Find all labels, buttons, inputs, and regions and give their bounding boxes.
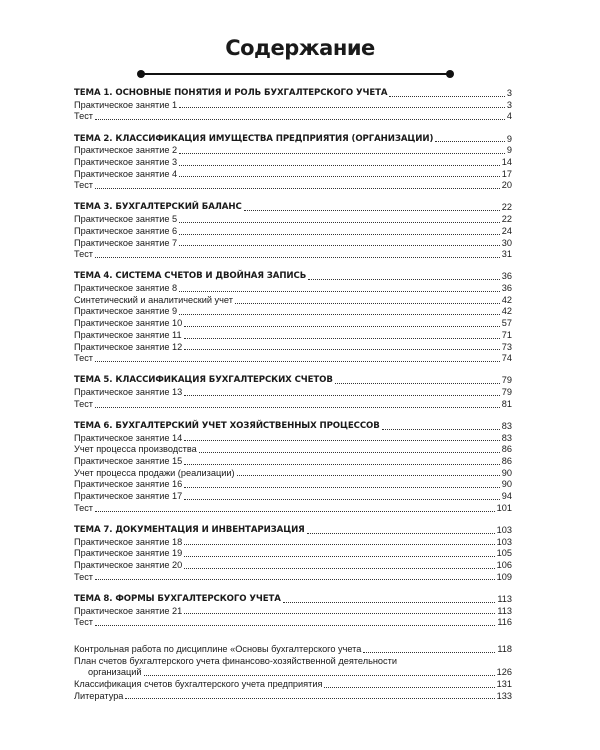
dot-leader: [244, 210, 500, 211]
toc-entry[interactable]: [74, 468, 512, 480]
toc-entry[interactable]: [74, 503, 512, 515]
divider-line: [142, 73, 449, 75]
dot-leader: [389, 96, 504, 97]
toc-entry-title: Практическое занятие 12: [74, 341, 183, 352]
section-gap: [74, 261, 512, 272]
toc-entry-title: ТЕМА 7. ДОКУМЕНТАЦИЯ И ИНВЕНТАРИЗАЦИЯ: [74, 524, 305, 535]
dot-leader: [184, 556, 494, 557]
toc-entry-title: Практическое занятие 15: [74, 456, 183, 467]
toc-entry[interactable]: [74, 444, 512, 456]
toc-entry[interactable]: [74, 307, 512, 319]
dot-leader: [184, 338, 500, 339]
toc-page-number: 4: [506, 111, 512, 122]
toc-page-number: 90: [501, 479, 512, 490]
toc-topic-heading[interactable]: [74, 594, 512, 606]
toc-entry-title: ТЕМА 5. КЛАССИФИКАЦИЯ БУХГАЛТЕРСКИХ СЧЕТОВ: [74, 375, 333, 386]
toc-entry-title: Тест: [74, 617, 94, 628]
toc-entry[interactable]: [74, 456, 512, 468]
toc-entry[interactable]: [74, 667, 512, 679]
toc-entry-title: Практическое занятие 18: [74, 536, 183, 547]
toc-page-number: 109: [496, 571, 512, 582]
toc-entry-title: Контрольная работа по дисциплине «Основы бухгалтерского учета: [74, 643, 362, 654]
toc-page-number: 126: [496, 667, 512, 678]
toc-entry[interactable]: [74, 214, 512, 226]
toc-entry-title: Тест: [74, 180, 94, 191]
dot-leader: [283, 602, 496, 603]
dot-leader: [184, 499, 500, 500]
dot-leader: [95, 407, 500, 408]
dot-leader: [95, 361, 500, 362]
toc-page-number: 31: [501, 249, 512, 260]
toc-entry-title: ТЕМА 2. КЛАССИФИКАЦИЯ ИМУЩЕСТВА ПРЕДПРИЯТИЯ (ОРГАНИЗАЦИИ): [74, 133, 434, 144]
dot-leader: [184, 568, 494, 569]
toc-entry[interactable]: [74, 617, 512, 629]
toc-page-number: 118: [497, 643, 512, 654]
toc-page-number: 42: [501, 306, 512, 317]
toc-entry-title: Практическое занятие 4: [74, 168, 178, 179]
title-divider: [137, 68, 454, 80]
dot-leader: [95, 188, 500, 189]
toc-topic-heading[interactable]: [74, 88, 512, 100]
toc-entry[interactable]: [74, 606, 512, 618]
dot-leader: [435, 141, 505, 142]
dot-leader: [179, 153, 505, 154]
toc-entry[interactable]: [74, 283, 512, 295]
toc-entry-title: Практическое занятие 7: [74, 237, 178, 248]
toc-page-number: 101: [496, 502, 512, 513]
toc-entry[interactable]: [74, 342, 512, 354]
toc-page-number: 116: [497, 617, 512, 628]
toc-entry[interactable]: [74, 433, 512, 445]
dot-leader: [95, 511, 495, 512]
dot-leader: [95, 625, 495, 626]
section-gap: [74, 515, 512, 526]
toc-entry-title: ТЕМА 1. ОСНОВНЫЕ ПОНЯТИЯ И РОЛЬ БУХГАЛТЕРСКОГО УЧЕТА: [74, 87, 388, 98]
dot-leader: [363, 652, 495, 653]
toc-entry-title: Тест: [74, 111, 94, 122]
toc-page-number: 133: [496, 690, 512, 701]
toc-entry[interactable]: [74, 111, 512, 123]
toc-entry-title: Тест: [74, 571, 94, 582]
toc-entry[interactable]: [74, 100, 512, 112]
toc-entry[interactable]: [74, 656, 512, 668]
toc-page-number: 57: [501, 318, 512, 329]
toc-entry-title: Тест: [74, 502, 94, 513]
toc-entry-title: Учет процесса продажи (реализации): [74, 467, 235, 478]
toc-page-number: 17: [501, 168, 512, 179]
toc-topic-heading[interactable]: [74, 421, 512, 433]
toc-entry[interactable]: [74, 145, 512, 157]
toc-page-number: 3: [506, 87, 512, 98]
toc-page-number: 79: [501, 387, 512, 398]
toc-entry-title: Практическое занятие 5: [74, 214, 178, 225]
toc-entry-title: Практическое занятие 10: [74, 318, 183, 329]
section-gap: [74, 583, 512, 594]
dot-leader: [179, 107, 505, 108]
toc-entry[interactable]: [74, 548, 512, 560]
divider-dot-left: [137, 70, 145, 78]
toc-entry-title: Практическое занятие 1: [74, 99, 178, 110]
toc-entry-title: Практическое занятие 6: [74, 225, 178, 236]
toc-entry-title: Практическое занятие 19: [74, 548, 183, 559]
toc-entry-title: Практическое занятие 21: [74, 605, 183, 616]
toc-entry-title: Практическое занятие 9: [74, 306, 178, 317]
toc-page-number: 113: [497, 605, 512, 616]
toc-page-number: 105: [496, 548, 512, 559]
dot-leader: [179, 176, 500, 177]
toc-entry-title: План счетов бухгалтерского учета финансово-хозяйственной деятельности: [74, 655, 397, 666]
page-title: Содержание: [225, 36, 375, 60]
toc-page-number: 83: [501, 432, 512, 443]
dot-leader: [308, 279, 500, 280]
toc-topic-heading[interactable]: [74, 134, 512, 146]
toc-page-number: 20: [501, 180, 512, 191]
toc-page-number: 9: [506, 145, 512, 156]
toc-page-number: 103: [496, 524, 512, 535]
toc-entry-title: Классификация счетов бухгалтерского учета предприятия: [74, 679, 323, 690]
dot-leader: [179, 291, 500, 292]
toc-entry-title: Практическое занятие 2: [74, 145, 178, 156]
toc-page-number: 73: [501, 341, 512, 352]
toc-entry-title: Практическое занятие 3: [74, 156, 178, 167]
toc-page-number: 79: [501, 375, 512, 386]
dot-leader: [179, 245, 500, 246]
toc-page-number: 22: [501, 214, 512, 225]
toc-entry[interactable]: [74, 399, 512, 411]
toc-entry-title: Тест: [74, 249, 94, 260]
toc-page-number: 22: [501, 202, 512, 213]
toc-entry[interactable]: [74, 169, 512, 181]
dot-leader: [237, 475, 500, 476]
dot-leader: [324, 687, 494, 688]
toc-page-number: 30: [501, 237, 512, 248]
toc-page-number: 90: [501, 467, 512, 478]
toc-entry-title: ТЕМА 3. БУХГАЛТЕРСКИЙ БАЛАНС: [74, 202, 242, 213]
toc-page-number: 86: [501, 444, 512, 455]
dot-leader: [179, 165, 500, 166]
dot-leader: [179, 222, 500, 223]
toc-entry[interactable]: [74, 560, 512, 572]
toc-entry[interactable]: [74, 491, 512, 503]
toc-topic-heading[interactable]: [74, 375, 512, 387]
toc-entry-title: Практическое занятие 20: [74, 560, 183, 571]
dot-leader: [184, 326, 500, 327]
dot-leader: [307, 533, 495, 534]
toc-entry[interactable]: [74, 691, 512, 703]
divider-dot-right: [446, 70, 454, 78]
section-gap: [74, 411, 512, 422]
toc-page-number: 83: [501, 420, 512, 431]
toc-page-number: 86: [501, 456, 512, 467]
toc-entry[interactable]: [74, 330, 512, 342]
toc-entry[interactable]: [74, 644, 512, 656]
section-gap: [74, 365, 512, 376]
toc-entry-title: ТЕМА 6. БУХГАЛТЕРСКИЙ УЧЕТ ХОЗЯЙСТВЕННЫХ ПРОЦЕССОВ: [74, 420, 380, 431]
toc-page-number: 36: [501, 283, 512, 294]
toc-entry-title: Учет процесса производства: [74, 444, 197, 455]
dot-leader: [184, 487, 500, 488]
toc-entry[interactable]: [74, 387, 512, 399]
toc-entry-title: Практическое занятие 16: [74, 479, 183, 490]
toc-page-number: 103: [496, 536, 512, 547]
dot-leader: [179, 314, 500, 315]
toc-page-number: 14: [501, 156, 512, 167]
toc-page-number: 106: [496, 560, 512, 571]
toc-page-number: 3: [506, 99, 512, 110]
toc-entry[interactable]: [74, 479, 512, 491]
dot-leader: [184, 464, 500, 465]
dot-leader: [184, 349, 500, 350]
toc-entry[interactable]: [74, 157, 512, 169]
toc-entry[interactable]: [74, 226, 512, 238]
toc-entry[interactable]: [74, 180, 512, 192]
dot-leader: [95, 579, 495, 580]
toc-entry[interactable]: [74, 238, 512, 250]
toc-page-number: 9: [506, 133, 512, 144]
dot-leader: [184, 544, 494, 545]
toc-topic-heading[interactable]: [74, 203, 512, 215]
dot-leader: [184, 440, 500, 441]
dot-leader: [179, 234, 500, 235]
toc-entry[interactable]: [74, 318, 512, 330]
toc-page-number: 36: [501, 271, 512, 282]
toc-entry-title: Практическое занятие 13: [74, 387, 183, 398]
section-gap: [74, 123, 512, 134]
toc-entry-title: Тест: [74, 398, 94, 409]
toc-topic-heading[interactable]: [74, 271, 512, 283]
dot-leader: [184, 613, 495, 614]
toc-entry-title: Практическое занятие 8: [74, 283, 178, 294]
toc-entry[interactable]: [74, 295, 512, 307]
toc-entry-title: Литература: [74, 690, 124, 701]
dot-leader: [382, 429, 500, 430]
toc-entry-title: организаций: [88, 667, 142, 678]
toc-entry-title: Практическое занятие 17: [74, 491, 183, 502]
table-of-contents: [74, 88, 512, 702]
toc-page-number: 94: [501, 491, 512, 502]
dot-leader: [199, 452, 500, 453]
toc-entry-title: Синтетический и аналитический учет: [74, 294, 233, 305]
toc-page-number: 42: [501, 294, 512, 305]
toc-page-number: 113: [497, 593, 512, 604]
toc-entry[interactable]: [74, 572, 512, 584]
toc-topic-heading[interactable]: [74, 525, 512, 537]
dot-leader: [95, 119, 505, 120]
toc-entry-title: ТЕМА 4. СИСТЕМА СЧЕТОВ И ДВОЙНАЯ ЗАПИСЬ: [74, 271, 307, 282]
toc-page-number: 74: [501, 353, 512, 364]
toc-entry-title: Практическое занятие 14: [74, 432, 183, 443]
dot-leader: [95, 257, 500, 258]
toc-page-number: 24: [501, 225, 512, 236]
toc-entry[interactable]: [74, 537, 512, 549]
toc-entry-title: Тест: [74, 353, 94, 364]
toc-entry[interactable]: [74, 353, 512, 365]
dot-leader: [125, 698, 494, 699]
toc-entry[interactable]: [74, 679, 512, 691]
section-gap: [74, 192, 512, 203]
dot-leader: [184, 395, 500, 396]
toc-page-number: 131: [496, 679, 512, 690]
toc-entry[interactable]: [74, 249, 512, 261]
toc-entry-title: Практическое занятие 11: [74, 329, 182, 340]
dot-leader: [235, 303, 500, 304]
toc-page-number: 71: [501, 329, 512, 340]
section-gap: [74, 629, 512, 644]
dot-leader: [144, 675, 495, 676]
dot-leader: [335, 383, 500, 384]
toc-page-number: 81: [501, 398, 512, 409]
toc-entry-title: ТЕМА 8. ФОРМЫ БУХГАЛТЕРСКОГО УЧЕТА: [74, 593, 281, 604]
